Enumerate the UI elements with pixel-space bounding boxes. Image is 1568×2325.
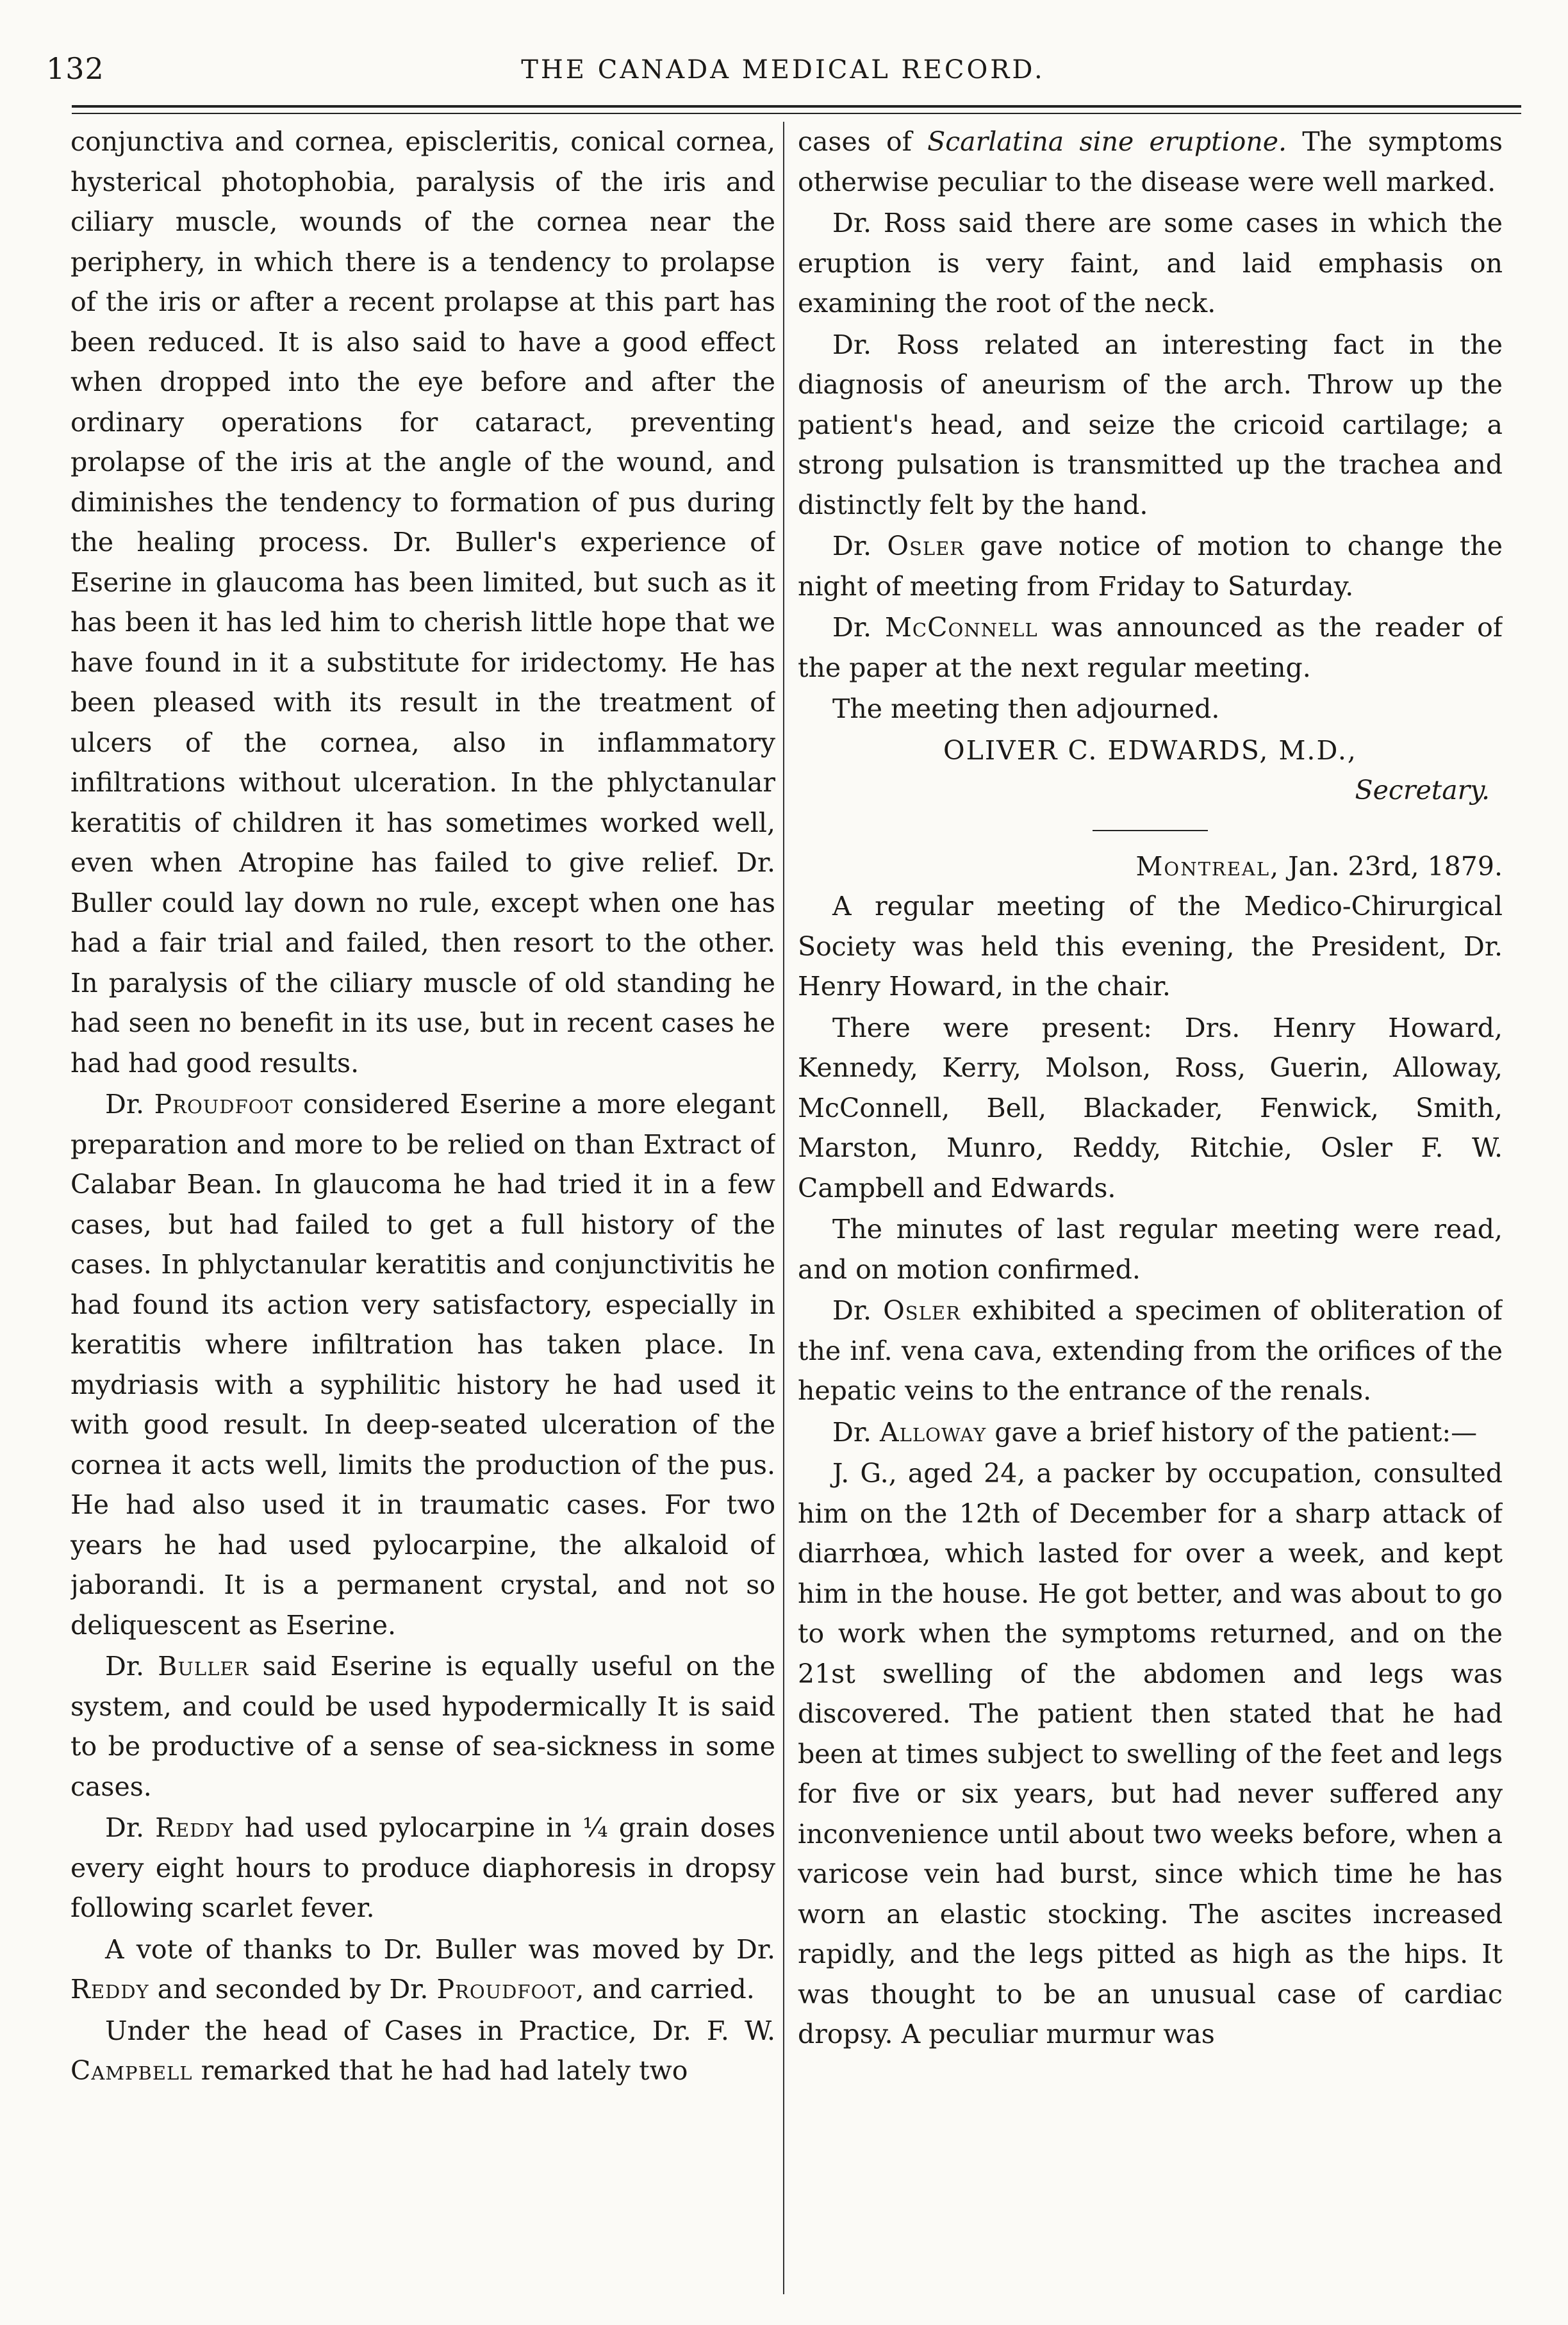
column-divider: [783, 122, 784, 2294]
dateline-date: Jan. 23rd, 1879.: [1280, 850, 1503, 882]
paragraph-text: A vote of thanks to Dr. Buller was moved by Dr.: [105, 1933, 775, 1965]
page-number: 132: [46, 51, 104, 86]
speaker-name: Campbell: [70, 2055, 193, 2086]
paragraph-adjourned: The meeting then adjourned.: [832, 693, 1220, 724]
speaker-name: Proudfoot: [154, 1089, 293, 1120]
paragraph-ross-aneurism: Dr. Ross related an interesting fact in the diagnosis of aneurism of the arch. Throw up the patient's head, and seize the cricoid cartilage; a strong pulsation is transmitted up the trachea and distinctly felt by the hand.: [798, 329, 1503, 520]
paragraph-meeting-opening: A regular meeting of the Medico-Chirurgical Society was held this evening, the President, Dr. Henry Howard, in the chair.: [798, 891, 1503, 1002]
speaker-name: Alloway: [880, 1416, 987, 1448]
paragraph-reddy: [70, 1808, 775, 1928]
paragraph-text: cases of: [798, 126, 928, 157]
speaker-name: Buller: [158, 1651, 249, 1682]
header-rule-thick: [72, 105, 1521, 108]
lead-text: Dr.: [832, 612, 885, 643]
paragraph-vote-of-thanks: [70, 1930, 775, 2010]
lead-text: Dr.: [832, 531, 887, 561]
paragraph-text: exhibited a specimen of obliteration of the inf. vena cava, extending from the orifices of the hepatic veins to the entrance of the renals.: [798, 1295, 1503, 1406]
speaker-name: Proudfoot: [436, 1974, 576, 2005]
dateline: [798, 847, 1503, 887]
paragraph-text: considered Eserine a more elegant preparation and more to be relied on than Extract of Calabar Bean. In glaucoma he had tried it in a few cases, but had failed to get a full history of the cases. In phlyctanular keratitis and conjunctivitis he had found its action very satisfactory, especially in keratitis where infiltration has taken place. In mydriasis with a syphilitic history he had used it with good result. In deep-seated ulceration of the cornea it acts well, limits the production of the pus. He had also used it in traumatic cases. For two years he had used pylocarpine, the alkaloid of jaborandi. It is a permanent crystal, and not so deliquescent as Eserine.: [70, 1089, 775, 1641]
dateline-place: Montreal,: [1135, 850, 1280, 882]
speaker-name: Osler: [883, 1295, 961, 1326]
lead-text: Dr.: [832, 1416, 880, 1448]
paragraph-text: said Eserine is equally useful on the system, and could be used hypodermically It is said to be productive of a sense of sea-sickness in some cases.: [70, 1651, 775, 1802]
speaker-name: McConnell: [884, 612, 1038, 643]
paragraph-text: The symptoms otherwise peculiar to the disease were well marked.: [798, 126, 1503, 197]
signature-title: Secretary.: [1355, 775, 1490, 806]
lead-text: Dr.: [105, 1089, 154, 1120]
right-column: [798, 122, 1503, 2294]
paragraph-mcconnell: [798, 608, 1503, 688]
paragraph-text: had used pylocarpine in ¼ grain doses every eight hours to produce diaphoresis in dropsy following scarlet fever.: [70, 1812, 775, 1923]
paragraph-osler-specimen: [798, 1291, 1503, 1411]
running-head: THE CANADA MEDICAL RECORD.: [521, 55, 1045, 85]
speaker-name: Reddy: [155, 1812, 234, 1843]
paragraph-minutes: The minutes of last regular meeting were read, and on motion confirmed.: [798, 1214, 1503, 1285]
header-rule-thin: [72, 113, 1521, 114]
paragraph-osler-motion: [798, 526, 1503, 606]
paragraph-proudfoot: [70, 1084, 775, 1645]
paragraph-attendees: There were present: Drs. Henry Howard, Kennedy, Kerry, Molson, Ross, Guerin, Alloway, McConnell, Bell, Blackader, Fenwick, Smith, Marston, Munro, Reddy, Ritchie, Osler F. W. Campbell and Edwards.: [798, 1012, 1503, 1204]
lead-text: Dr.: [105, 1651, 158, 1682]
paragraph-text: was announced as the reader of the paper at the next regular meeting.: [798, 612, 1503, 683]
lead-text: Dr.: [832, 1295, 884, 1326]
signature-name: OLIVER C. EDWARDS, M.D.,: [943, 734, 1357, 766]
paragraph-cases-in-practice: [70, 2011, 775, 2091]
paragraph-text: and seconded by Dr.: [149, 1974, 437, 2005]
speaker-name: Osler: [887, 531, 965, 561]
page-header: [46, 27, 1520, 86]
section-rule: [1093, 830, 1208, 831]
paragraph-text: remarked that he had had lately two: [192, 2055, 688, 2086]
paragraph-ross-eruption: Dr. Ross said there are some cases in which the eruption is very faint, and laid emphasis on examining the root of the neck.: [798, 208, 1503, 319]
paragraph-alloway-history: [798, 1412, 1503, 1453]
lead-text: Dr.: [105, 1812, 156, 1843]
paragraph-eserine-indications: conjunctiva and cornea, episcleritis, conical cornea, hysterical photophobia, paralysis of the iris and ciliary muscle, wounds of the cornea near the periphery, in which there is a tendency to prolapse of the iris or after a recent prolapse at this part has been reduced. It is also said to have a good effect when dropped into the eye before and after the ordinary operations for cataract, preventing prolapse of the iris at the angle of the wound, and diminishes the tendency to formation of pus during the healing process. Dr. Buller's experience of Eserine in glaucoma has been limited, but such as it has been it has led him to cherish little hope that we have found in it a substitute for iridectomy. He has been pleased with its result in the treatment of ulcers of the cornea, also in inflammatory infiltrations without ulceration. In the phlyctanular keratitis of children it has sometimes worked well, even when Atropine has failed to give relief. Dr. Buller could lay down no rule, except when one has had a fair trial and failed, then resort to the other. In paralysis of the ciliary muscle of old standing he had seen no benefit in its use, but in recent cases he had had good results.: [70, 126, 775, 1079]
paragraph-text: Under the head of Cases in Practice, Dr. F. W.: [105, 2015, 775, 2046]
speaker-name: Reddy: [70, 1974, 149, 2005]
paragraph-text: gave notice of motion to change the night of meeting from Friday to Saturday.: [798, 531, 1503, 602]
italic-term: Scarlatina sine eruptione.: [927, 126, 1287, 157]
paragraph-text: , and carried.: [575, 1974, 755, 2005]
paragraph-scarlatina: [798, 122, 1503, 202]
paragraph-case-history: J. G., aged 24, a packer by occupation, consulted him on the 12th of December for a sharp attack of diarrhœa, which lasted for over a week, and kept him in the house. He got better, and was about to go to work when the symptoms returned, and on the 21st swelling of the abdomen and legs was discovered. The patient then stated that he had been at times subject to swelling of the feet and legs for five or six years, but had never suffered any inconvenience until about two weeks before, when a varicose vein had burst, since which time he has worn an elastic stocking. The ascites increased rapidly, and the legs pitted as high as the hips. It was thought to be an unusual case of cardiac dropsy. A peculiar murmur was: [798, 1458, 1503, 2049]
left-column: [70, 122, 775, 2294]
paragraph-buller: [70, 1646, 775, 1807]
paragraph-text: gave a brief history of the patient:—: [986, 1416, 1478, 1448]
